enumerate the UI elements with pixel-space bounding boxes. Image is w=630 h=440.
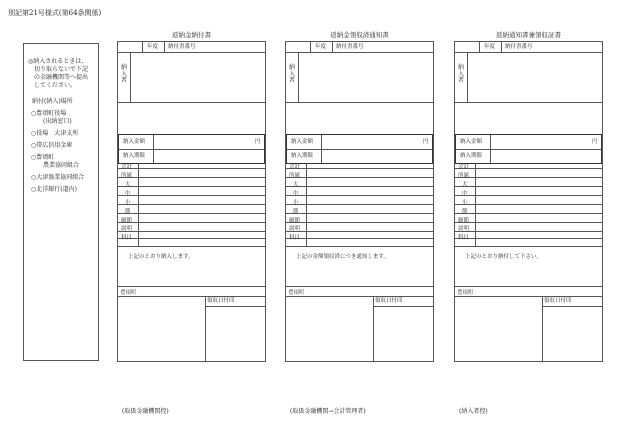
row-label: 節 [125,209,131,215]
row-label: 細節 [289,218,301,224]
deadline-label: 納入期限 [123,153,146,159]
receipt-notice-slip [285,41,434,362]
number-label: 納付書番号 [336,44,364,50]
row-label: 所属 [121,173,133,179]
row-label: 中 [125,191,131,197]
place-item: ○大津漁業協同組合 [31,174,85,181]
row-label: 所属 [289,173,301,179]
deadline-label: 納入期限 [291,153,314,159]
copy-label: (取扱金融機関控) [122,408,169,415]
row-label: 節 [462,209,468,215]
payer-label: 納入者 [458,64,465,85]
yen-label: 円 [255,139,261,145]
place-item: ○役場 大津支所 [31,130,79,137]
row-label: 細節 [458,218,470,224]
amount-label: 納入金額 [291,139,314,145]
row-label: 会計 [458,164,470,170]
slip-message: 上記のとおり納付して下さい。 [465,254,543,260]
yen-label: 円 [592,139,598,145]
amount-section [455,134,602,164]
row-label: 科目 [458,235,470,241]
place-item: ○豊頃町 [31,154,55,161]
amount-section [118,134,265,164]
payer-label: 納入者 [289,64,296,85]
deadline-label: 納入期限 [460,153,483,159]
number-label: 納付書番号 [505,44,533,50]
copy-label: (取扱金融機関→会計管理者) [290,408,366,415]
stamp-label: 領収日付印 [544,298,572,304]
row-label: 会計 [289,164,301,170]
row-label: 中 [462,191,468,197]
row-label: 科目 [289,235,301,241]
slip-title: 返納金領収済通知書 [330,31,389,39]
row-label: 細節 [121,218,133,224]
town-label: 豊頃町 [457,290,474,296]
row-label: 小 [462,200,468,206]
row-label: 大 [125,182,131,188]
slip-message: 上記の金額領収済につき通知します。 [296,254,389,260]
place-item: ○豊頃町役場 [31,110,67,117]
row-label: 所属 [458,173,470,179]
return-notice-receipt-slip [454,41,603,362]
row-label: 小 [125,200,131,206]
slip-title: 返納金納付書 [172,31,211,39]
payment-slip [117,41,266,362]
payer-label: 納入者 [121,64,128,85]
slip-message: 上記のとおり納入します。 [128,254,194,260]
town-label: 豊頃町 [120,290,137,296]
year-label: 年度 [315,44,327,50]
year-label: 年度 [147,44,159,50]
row-label: 大 [462,182,468,188]
stamp-label: 領収日付印 [375,298,403,304]
place-item: ○北洋銀行(道内) [31,186,77,193]
stamp-label: 領収日付印 [207,298,235,304]
notice-box [23,43,99,361]
copy-label: (納入者控) [459,408,488,415]
row-label: 節 [293,209,299,215]
year-label: 年度 [484,44,496,50]
amount-label: 納入金額 [123,139,146,145]
place-item: 農業協同組合 [31,162,80,169]
yen-label: 円 [423,139,429,145]
notice-line: の金融機関等へ提出 [28,74,89,81]
row-label: 説明 [121,226,133,232]
row-label: 説明 [289,226,301,232]
place-item: ○帯広信用金庫 [31,142,73,149]
slip-title: 返納通知書兼領収証書 [496,31,561,39]
row-label: 中 [293,191,299,197]
notice-line: してください。 [28,82,77,89]
number-label: 納付書番号 [168,44,196,50]
amount-section [286,134,433,164]
notice-line: ◎納入されるときは、 [28,58,88,65]
place-item: (出納窓口) [31,118,72,125]
form-label: 別記第21号様式(第64条関係) [8,9,102,17]
row-label: 小 [293,200,299,206]
row-label: 説明 [458,226,470,232]
notice-line: 切り取らないで下記 [28,66,89,73]
row-label: 科目 [121,235,133,241]
town-label: 豊頃町 [288,290,305,296]
amount-label: 納入金額 [460,139,483,145]
row-label: 会計 [121,164,133,170]
place-heading: 納付(納入)場所 [32,98,73,105]
row-label: 大 [293,182,299,188]
